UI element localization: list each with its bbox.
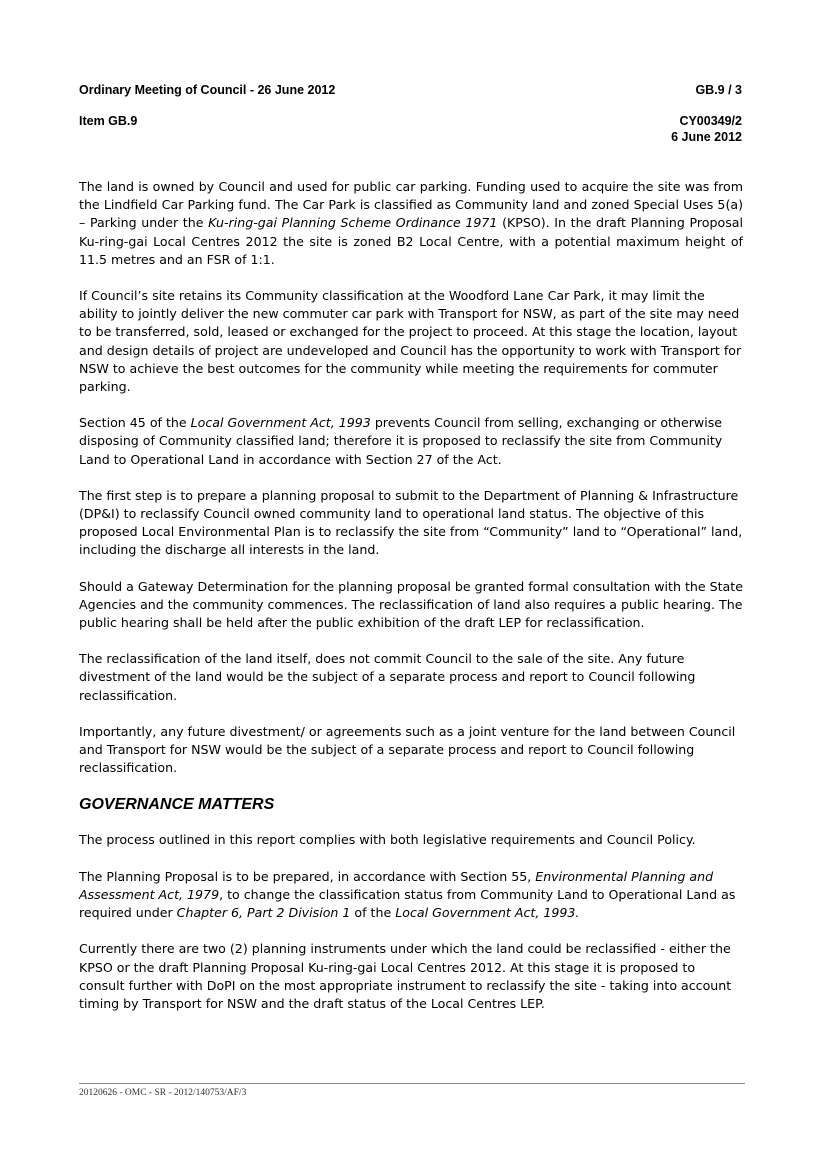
- footer-document-code: 20120626 - OMC - SR - 2012/140753/AF/3: [79, 1088, 247, 1098]
- italic-citation: Ku-ring-gai Planning Scheme Ordinance 1971: [208, 215, 498, 231]
- paragraph-text: ability to jointly deliver the new commuter car park with Transport for NSW, as part of the site may need to be transferred, sold, leased or exchanged for the project to proceed. At this stage the location, layout and design details of project are undeveloped and Council has the opportunity to work with Transport for NSW to achieve the best outcomes for the community while meeting the requirements for commuter parking.: [79, 306, 742, 395]
- item-number: Item GB.9: [79, 114, 138, 128]
- italic-citation: Local Government Act, 1993.: [395, 905, 580, 921]
- paragraph-land-ownership: [79, 178, 743, 269]
- paragraph-reclassification: The reclassification of the land itself, does not commit Council to the sale of the site. Any future divestment of the land would be the subject of a separate process and report to Council following reclassification.: [79, 651, 696, 703]
- paragraph-future-divestment: Importantly, any future divestment/ or agreements such as a joint venture for the land between Council and Transport for NSW would be the subject of a separate process and report to Council following reclassification.: [79, 723, 736, 776]
- paragraph-text: The land is owned by Council and used for public car parking. Funding used to acquire the site was from the Lindfield Car Parking fund. The Car Park is classified as Community land and zoned Special Uses 5(a) – Parking under the: [79, 179, 743, 231]
- paragraph-first-step: The first step is to prepare a planning proposal to submit to the Department of Planning & Infrastructure (DP&I) to reclassify Council owned community land to operational land status. The objective of this proposed Local Environmental Plan is to reclassify the site from “Community” land to “Operational” land, including the discharge all interests in the land.: [79, 487, 743, 558]
- paragraph-text: If Council’s site retains its Community classification at the Woodford Lane Car Park, it may limit the: [79, 288, 705, 304]
- paragraph-community-classification: [79, 287, 743, 396]
- paragraph-planning-proposal: [79, 868, 743, 923]
- paragraph-gateway-determination: Should a Gateway Determination for the planning proposal be granted formal consultation with the State Agencies and the community commences. The reclassification of land also requires a public hearing. The public hearing shall be held after the public exhibition of the draft LEP for reclassification.: [79, 578, 743, 631]
- paragraph-text: of the: [350, 905, 396, 921]
- section-heading-governance: GOVERNANCE MATTERS: [79, 796, 275, 814]
- footer-divider: [79, 1083, 745, 1084]
- report-body: [79, 178, 743, 1031]
- meeting-title: Ordinary Meeting of Council - 26 June 2012: [79, 83, 336, 97]
- paragraph-governance-compliance: The process outlined in this report complies with both legislative requirements and Council Policy.: [79, 832, 696, 848]
- report-date: 6 June 2012: [671, 130, 742, 144]
- paragraph-section-45: [79, 414, 743, 469]
- paragraph-planning-instruments: Currently there are two (2) planning instruments under which the land could be reclassified - either the KPSO or the draft Planning Proposal Ku-ring-gai Local Centres 2012. At this stage it is proposed to consult further with DoPI on the most appropriate instrument to reclassify the site - taking into account timing by Transport for NSW and the draft status of the Local Centres LEP.: [79, 941, 732, 1011]
- italic-citation: Chapter 6, Part 2 Division 1: [176, 905, 351, 921]
- paragraph-text: (KPSO). In the draft Planning Proposal Ku-ring-gai Local Centres 2012 the site is zoned B2 Local Centre, with a potential maximum height of 11.5 metres and an FSR of 1:1.: [79, 215, 743, 267]
- paragraph-text: prevents Council from selling, exchanging or otherwise disposing of Community classified land; therefore it is proposed to reclassify the site from Community Land to Operational Land in accordance with Section 27 of the Act.: [79, 415, 723, 467]
- italic-citation: Environmental Planning and Assessment Act, 1979: [79, 868, 714, 902]
- paragraph-text: Section 45 of the: [79, 415, 191, 431]
- paragraph-text: , to change the classification status from Community Land to Operational Land as required under: [79, 886, 736, 921]
- page-reference: GB.9 / 3: [695, 83, 742, 97]
- file-reference: CY00349/2: [679, 114, 742, 128]
- paragraph-text: The Planning Proposal is to be prepared, in accordance with Section 55,: [79, 868, 536, 884]
- italic-citation: Local Government Act, 1993: [190, 415, 371, 431]
